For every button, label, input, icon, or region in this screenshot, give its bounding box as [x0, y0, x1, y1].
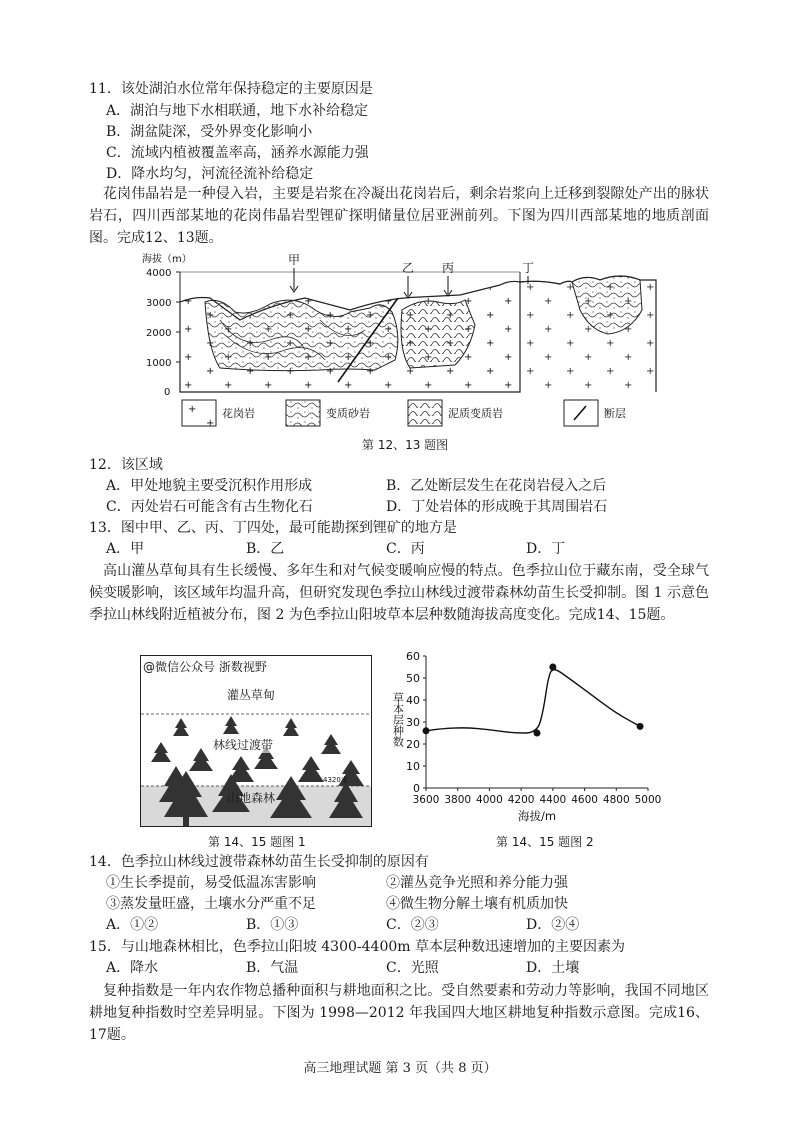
- intro-14-15: 高山灌丛草甸具有生长缓慢、多年生和对气候变暖响应慢的特点。色季拉山位于藏东南，受全球气候变暖影响，该区域年均温升高，但研究发现色季拉山林线过渡带森林幼苗生长受抑制。图 1 示意色季拉山林线附近植被分布，图 2 为色季拉山阳坡草本层种数随海拔高度变化。完成14、15题。: [89, 563, 709, 623]
- x-tick-label: 3600: [412, 794, 440, 806]
- data-point: [549, 664, 556, 671]
- q11-option-d: D．降水均匀，河流径流补给稳定: [106, 166, 314, 182]
- zone-treeline-transition: 林线过渡带: [213, 738, 274, 752]
- q14-option-a: A．①②: [106, 917, 159, 933]
- data-point: [637, 723, 644, 730]
- ytick-0: 0: [164, 387, 171, 398]
- q14-stem: 14．色季拉山林线过渡带森林幼苗生长受抑制的原因有: [89, 854, 429, 870]
- q12-option-a: A．甲处地貌主要受沉积作用形成: [106, 478, 313, 494]
- ytick-3000: 3000: [146, 298, 172, 309]
- q13-stem: 13．图中甲、乙、丙、丁四处，最可能勘探到锂矿的地方是: [89, 520, 457, 536]
- q13-option-b: B．乙: [246, 541, 285, 557]
- legend-granite: 花岗岩: [222, 407, 255, 420]
- chart-caption: 第 14、15 题图 2: [496, 835, 594, 849]
- q12-stem: 12．该区域: [89, 457, 163, 473]
- q14-statement-3: ③蒸发量旺盛，土壤水分严重不足: [106, 896, 316, 912]
- q12-option-d: D．丁处岩体的形成晚于其周围岩石: [386, 499, 608, 515]
- y-tick-label: 30: [406, 716, 420, 729]
- y-tick-label: 20: [406, 738, 420, 751]
- q11-option-b: B．湖盆陡深，受外界变化影响小: [106, 124, 313, 140]
- x-tick-label: 4800: [602, 794, 630, 806]
- watermark-text: @微信公众号 浙数视野: [143, 660, 267, 674]
- x-axis-label: 海拔/m: [517, 809, 557, 823]
- point-jia: 甲: [288, 253, 301, 267]
- herb-species-chart: [378, 648, 678, 830]
- intro-16-17: 复种指数是一年内农作物总播种面积与耕地面积之比。受自然要素和劳动力等影响，我国不同地区耕地复种指数时空差异明显。下图为 1998—2012 年我国四大地区耕地复种指数示意图。完成16、17题。: [89, 983, 709, 1043]
- point-yi: 乙: [402, 261, 415, 275]
- point-ding: 丁: [522, 261, 535, 275]
- q15-option-d: D．土壤: [526, 960, 580, 976]
- q14-option-d: D．②④: [526, 917, 580, 933]
- q14-statement-2: ②灌丛竞争光照和养分能力强: [386, 875, 568, 891]
- x-tick-label: 4600: [571, 794, 598, 806]
- point-bing: 丙: [442, 261, 455, 275]
- vegetation-figure: [140, 655, 372, 827]
- q15-option-a: A．降水: [106, 960, 159, 976]
- y-tick-label: 40: [406, 694, 420, 707]
- axis-ylabel: 海拔（m）: [142, 254, 192, 265]
- legend: [182, 400, 626, 426]
- q14-statement-1: ①生长季提前，易受低温冻害影响: [106, 875, 316, 891]
- q13-option-a: A．甲: [106, 541, 145, 557]
- series-line: [426, 670, 640, 733]
- y-tick-label: 0: [413, 782, 420, 795]
- q12-option-b: B．乙处断层发生在花岗岩侵入之后: [386, 478, 607, 494]
- q15-stem: 15．与山地森林相比，色季拉山阳坡 4300-4400m 草本层种数迅速增加的主要因素为: [89, 939, 625, 955]
- zone-mountain-forest: 山地森林: [227, 791, 276, 805]
- intro-12-13: 花岗伟晶岩是一种侵入岩，主要是岩浆在冷凝出花岗岩后，剩余岩浆向上迁移到裂隙处产出的脉状岩石，四川西部某地的花岗伟晶岩型锂矿探明储量位居亚洲前列。下图为四川西部某地的地质剖面图。完成12、13题。: [89, 186, 709, 246]
- x-tick-label: 4200: [507, 794, 535, 806]
- legend-fault: 断层: [604, 407, 626, 420]
- y-tick-label: 60: [406, 650, 420, 663]
- q14-option-c: C．②③: [386, 917, 439, 933]
- legend-mudstone: 泥质变质岩: [448, 407, 503, 420]
- page-footer: 高三地理试题 第 3 页（共 8 页）: [303, 1061, 497, 1076]
- q11-option-a: A．湖泊与地下水相联通，地下水补给稳定: [106, 103, 369, 119]
- data-point: [423, 727, 430, 734]
- ytick-2000: 2000: [146, 328, 172, 339]
- legend-sandstone: 变质砂岩: [326, 407, 370, 420]
- q14-option-b: B．①③: [246, 917, 299, 933]
- q15-option-b: B．气温: [246, 960, 299, 976]
- y-tick-label: 50: [406, 672, 420, 685]
- figure1-caption: 第 12、13 题图: [362, 438, 449, 452]
- q14-statement-4: ④微生物分解土壤有机质加快: [386, 896, 568, 912]
- x-tick-label: 4000: [476, 794, 503, 806]
- y-axis-label: 草本层种数: [391, 692, 405, 747]
- x-tick-label: 3800: [444, 794, 472, 806]
- ytick-4000: 4000: [146, 268, 172, 279]
- geologic-profile-figure: [120, 250, 660, 440]
- q13-option-c: C．丙: [386, 541, 425, 557]
- altitude-marker: 4320米: [323, 776, 348, 784]
- vegetation-figure-caption: 第 14、15 题图 1: [208, 835, 306, 849]
- q15-option-c: C．光照: [386, 960, 439, 976]
- zone-shrub-meadow: 灌丛草甸: [227, 688, 276, 702]
- q11-stem: 11．该处湖泊水位常年保持稳定的主要原因是: [89, 81, 373, 97]
- q11-option-c: C．流域内植被覆盖率高，涵养水源能力强: [106, 145, 369, 161]
- data-point: [534, 730, 541, 737]
- x-tick-label: 4400: [539, 794, 567, 806]
- q13-option-d: D．丁: [526, 541, 566, 557]
- ytick-1000: 1000: [146, 358, 172, 369]
- x-tick-label: 5000: [634, 794, 662, 806]
- q12-option-c: C．丙处岩石可能含有古生物化石: [106, 499, 313, 515]
- y-tick-label: 10: [406, 760, 420, 773]
